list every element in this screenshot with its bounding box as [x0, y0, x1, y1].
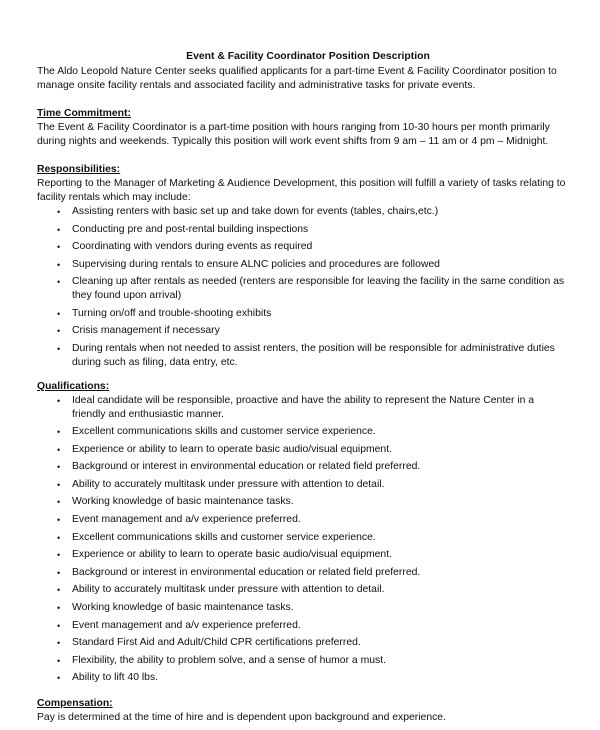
list-item-text: Standard First Aid and Adult/Child CPR certifications preferred.	[72, 637, 361, 649]
responsibilities-heading: Responsibilities:	[37, 164, 121, 175]
list-item	[37, 258, 567, 272]
bullet-icon: •	[57, 567, 61, 578]
list-item	[37, 548, 567, 562]
bullet-icon: •	[57, 515, 61, 526]
list-item	[37, 531, 567, 545]
responsibilities-intro: Reporting to the Manager of Marketing & Audience Development, this position will fulfill a variety of tasks relating to facility rentals which may include:	[37, 178, 566, 203]
list-item-text: Event management and a/v experience preferred.	[72, 514, 301, 526]
responsibilities-list	[37, 205, 567, 370]
list-item-text: Experience or ability to learn to operate basic audio/visual equipment.	[72, 443, 392, 455]
list-item-text: Conducting pre and post-rental building inspections	[72, 223, 309, 235]
list-item	[37, 619, 567, 633]
list-item	[37, 205, 567, 219]
list-item-text: Supervising during rentals to ensure ALNC policies and procedures are followed	[72, 258, 440, 270]
list-item	[37, 443, 567, 457]
bullet-icon: •	[57, 479, 61, 490]
list-item-text: Working knowledge of basic maintenance tasks.	[72, 496, 294, 508]
bullet-icon: •	[57, 655, 61, 666]
list-item-text: Event management and a/v experience preferred.	[72, 619, 301, 631]
bullet-icon: •	[57, 673, 61, 684]
list-item-text: Ideal candidate will be responsible, proactive and have the ability to represent the Nature Center in a friendly and enthusiastic manner.	[72, 394, 535, 420]
list-item-text: Background or interest in environmental education or related field preferred.	[72, 461, 421, 473]
list-item-text: Ability to lift 40 lbs.	[72, 672, 159, 684]
list-item	[37, 495, 567, 509]
bullet-icon: •	[57, 462, 61, 473]
list-item-text: Crisis management if necessary	[72, 325, 220, 336]
list-item	[37, 307, 567, 321]
bullet-icon: •	[57, 308, 61, 319]
list-item	[37, 240, 567, 254]
compensation-heading: Compensation:	[37, 698, 113, 710]
document-page	[37, 50, 567, 725]
list-item	[37, 394, 567, 422]
time-commitment-text: The Event & Facility Coordinator is a part-time position with hours ranging from 10-30 hours per month primarily during nights and weekends. Typically this position will work event shifts from 9 am – 11 am or 4 pm – Midnight.	[37, 122, 550, 147]
qualifications-list	[37, 394, 567, 686]
bullet-icon: •	[57, 207, 61, 217]
bullet-icon: •	[57, 497, 61, 508]
list-item	[37, 566, 567, 580]
bullet-icon: •	[57, 277, 61, 287]
bullet-icon: •	[57, 343, 61, 354]
intro-paragraph: The Aldo Leopold Nature Center seeks qualified applicants for a part-time Event & Facility Coordinator position to manage onsite facility rentals and associated facility and administrative tasks for private events.	[37, 66, 557, 91]
bullet-icon: •	[57, 603, 61, 614]
bullet-icon: •	[57, 444, 61, 455]
list-item-text: Turning on/off and trouble-shooting exhibits	[72, 307, 272, 319]
list-item	[37, 425, 567, 439]
list-item	[37, 671, 567, 685]
list-item-text: Experience or ability to learn to operate basic audio/visual equipment.	[72, 549, 392, 561]
list-item-text: Excellent communications skills and customer service experience.	[72, 531, 376, 543]
list-item-text: Coordinating with vendors during events as required	[72, 241, 313, 252]
document-title: Event & Facility Coordinator Position Description	[186, 51, 430, 62]
bullet-icon: •	[57, 242, 61, 252]
list-item	[37, 324, 567, 338]
list-item-text: Assisting renters with basic set up and take down for events (tables, chairs,etc.)	[72, 206, 439, 217]
list-item	[37, 460, 567, 474]
time-commitment-heading: Time Commitment:	[37, 108, 131, 119]
list-item-text: Flexibility, the ability to problem solve, and a sense of humor a must.	[72, 654, 386, 666]
list-item-text: Background or interest in environmental education or related field preferred.	[72, 566, 421, 578]
bullet-icon: •	[57, 326, 61, 336]
list-item-text: Ability to accurately multitask under pressure with attention to detail.	[72, 478, 385, 490]
bullet-icon: •	[57, 550, 61, 561]
bullet-icon: •	[57, 224, 61, 235]
bullet-icon: •	[57, 427, 61, 438]
list-item	[37, 342, 567, 370]
list-item	[37, 275, 567, 303]
list-item-text: Ability to accurately multitask under pressure with attention to detail.	[72, 584, 385, 596]
bullet-icon: •	[57, 638, 61, 649]
list-item	[37, 636, 567, 650]
bullet-icon: •	[57, 395, 61, 406]
list-item	[37, 583, 567, 597]
bullet-icon: •	[57, 532, 61, 543]
list-item	[37, 478, 567, 492]
list-item-text: Excellent communications skills and customer service experience.	[72, 426, 376, 438]
list-item	[37, 654, 567, 668]
list-item	[37, 223, 567, 237]
compensation-text: Pay is determined at the time of hire and is dependent upon background and experience.	[37, 712, 446, 724]
list-item-text: Working knowledge of basic maintenance tasks.	[72, 602, 294, 614]
bullet-icon: •	[57, 585, 61, 596]
bullet-icon: •	[57, 259, 61, 270]
bullet-icon: •	[57, 620, 61, 631]
qualifications-heading: Qualifications:	[37, 380, 110, 392]
list-item	[37, 601, 567, 615]
list-item-text: Cleaning up after rentals as needed (renters are responsible for leaving the facility in the same condition as they found upon arrival)	[72, 276, 565, 301]
list-item-text: During rentals when not needed to assist renters, the position will be responsible for administrative duties during such as filing, data entry, etc.	[72, 342, 555, 368]
list-item	[37, 513, 567, 527]
